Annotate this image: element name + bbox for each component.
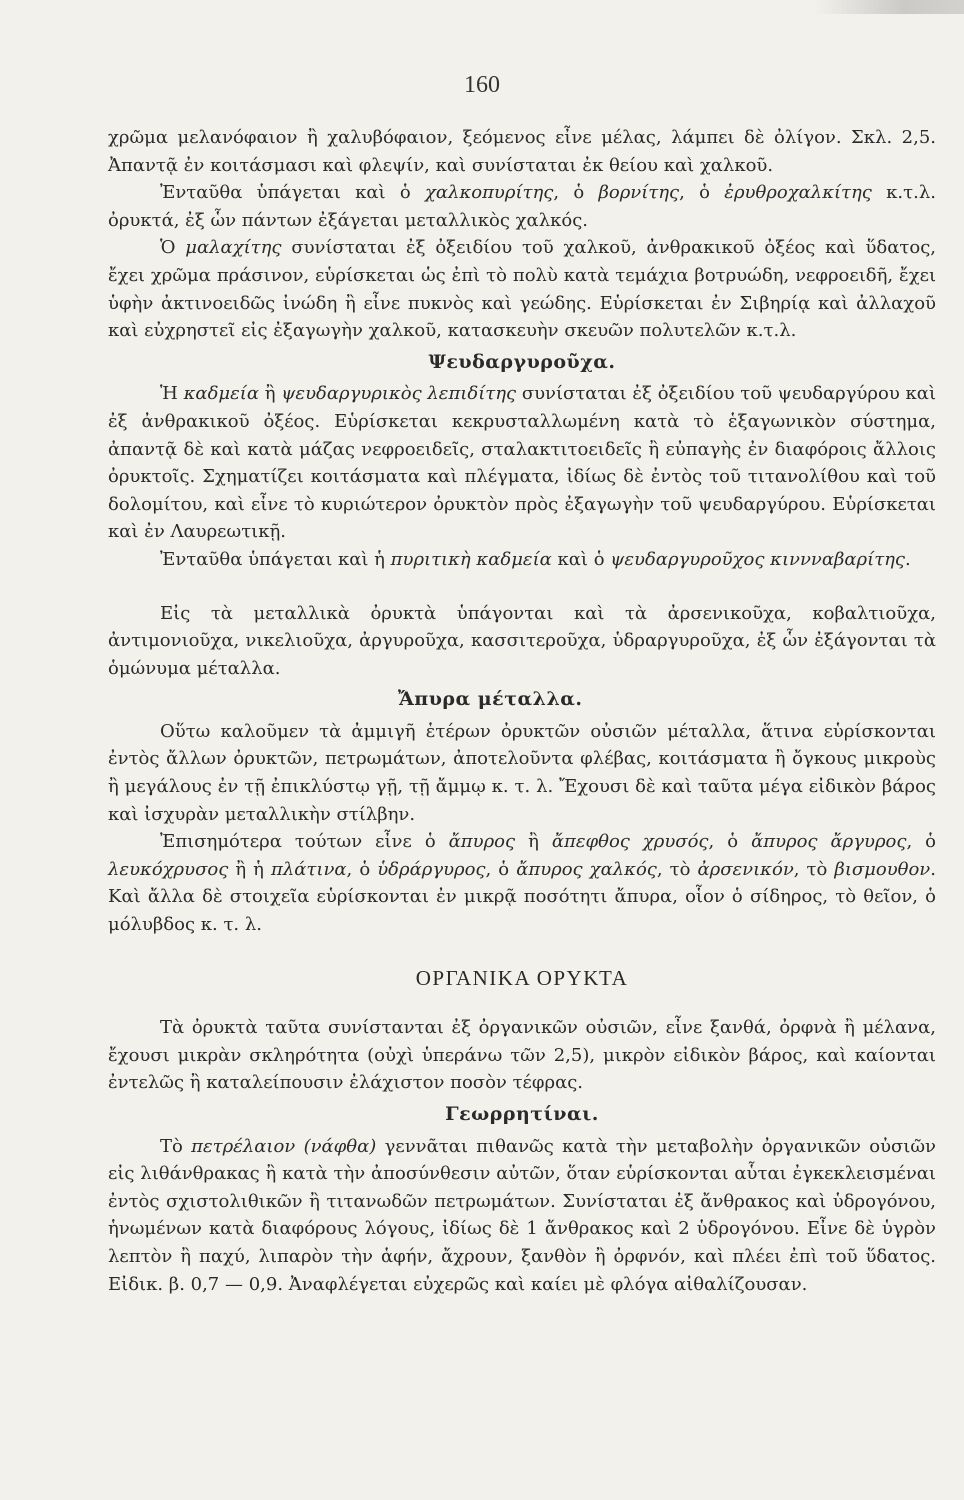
paragraph <box>108 179 936 234</box>
paragraph <box>108 234 936 344</box>
text-run: , ὁ <box>679 182 725 204</box>
italic-term: βορνίτης <box>598 182 680 204</box>
text-run: καὶ ὁ <box>551 548 611 570</box>
italic-term: ψευδαργυρικὸς λεπιδίτης <box>281 383 517 405</box>
text-run: Εἰς τὰ μεταλλικὰ ὀρυκτὰ ὑπάγονται καὶ τὰ ἀρσενικοῦχα, κοβαλτιοῦχα, ἀντιμονιοῦχα, νικελιοῦχα, ἀργυροῦχα, κασσιτεροῦχα, ὑδραργυροῦχα, ἐξ ὧν ἐξάγονται τὰ ὁμώνυμα μέταλλα. <box>108 602 936 679</box>
paragraph <box>108 600 936 683</box>
italic-term: ὑδράργυρος <box>377 858 486 880</box>
page-body <box>108 124 936 1298</box>
text-run: Τὰ ὀρυκτὰ ταῦτα συνίστανται ἐξ ὀργανικῶν οὐσιῶν, εἶνε ξανθά, ὀρφνὰ ἢ μέλανα, ἔχουσι μικρὰν σκληρότητα (οὐχὶ ὑπεράνω τῶν 2,5), μικρὸν εἰδικὸν βάρος, καὶ καίονται ἐντελῶς ἢ καταλείπουσιν ἐλάχιστον ποσὸν τέφρας. <box>108 1017 936 1094</box>
paragraph <box>108 124 936 179</box>
italic-term: (νάφθα) <box>303 1135 377 1157</box>
paragraph-spacer <box>108 574 936 600</box>
text-run: Ὁ <box>160 237 186 259</box>
page-number: 160 <box>464 72 500 98</box>
italic-term: ἄπυρος <box>448 831 516 853</box>
text-run: Ἐνταῦθα ὑπάγεται καὶ ὁ <box>160 182 425 204</box>
italic-term: ψευδαργυροῦχος κιννναβαρίτης <box>610 548 906 570</box>
italic-term: χαλκοπυρίτης <box>424 182 554 204</box>
text-run: Ἡ <box>160 383 184 405</box>
text-run: ἢ <box>259 383 282 405</box>
italic-term: πετρέλαιον <box>191 1135 296 1157</box>
text-run: κ.τ.λ. ὀρυκτά, ἐξ ὧν πάντων ἐξάγεται μεταλλικὸς χαλκός. <box>108 182 936 231</box>
paragraph <box>108 828 936 938</box>
text-run: Τὸ <box>160 1135 192 1157</box>
text-run: , ὁ <box>485 858 517 880</box>
section-subheading: Ἄπυρα μέταλλα. <box>398 688 583 711</box>
text-run: Ἐνταῦθα ὑπάγεται καὶ ἡ <box>160 548 391 570</box>
text-run: , ὁ <box>906 831 937 853</box>
paragraph <box>108 546 936 574</box>
italic-term: μαλαχίτης <box>185 237 282 259</box>
italic-term: πλάτινα <box>271 858 347 880</box>
text-run: , ὁ <box>553 182 599 204</box>
paragraph <box>108 380 936 546</box>
italic-term: καδμεία <box>183 383 259 405</box>
text-run: . Καὶ ἄλλα δὲ στοιχεῖα εὑρίσκονται ἐν μικρᾷ ποσότητι ἄπυρα, οἷον ὁ σίδηρος, τὸ θεῖον, ὁ μόλυβδος κ. τ. λ. <box>108 858 936 936</box>
italic-term: ἄπυρος χαλκός <box>516 858 657 880</box>
text-run: ἢ ἡ <box>228 858 272 880</box>
text-run: ἢ <box>515 831 552 853</box>
paragraph <box>108 1014 936 1097</box>
text-run <box>295 1136 303 1157</box>
paragraph <box>108 1133 936 1299</box>
paragraph <box>108 718 936 828</box>
text-run: , τὸ <box>793 858 835 880</box>
text-run: . <box>905 548 911 570</box>
scan-edge-mark <box>814 0 964 14</box>
text-run: συνίσταται ἐξ ὀξειδίου τοῦ χαλκοῦ, ἀνθρακικοῦ ὀξέος καὶ ὕδατος, ἔχει χρῶμα πράσινον, εὑρίσκεται ὡς ἐπὶ τὸ πολὺ κατὰ τεμάχια βοτρυώδη, νεφροειδῆ, ἔχει ὑφὴν ἀκτινοειδῶς ἰνώδη ἢ εἶνε πυκνὸς καὶ γεώδης. Εὑρίσκεται ἐν Σιβηρίᾳ καὶ ἀλλαχοῦ καὶ εὐχρηστεῖ εἰς ἐξαγωγὴν χαλκοῦ, κατασκευὴν σκευῶν πολυτελῶν κ.τ.λ. <box>108 237 936 342</box>
text-run: χρῶμα μελανόφαιον ἢ χαλυβόφαιον, ξεόμενος εἶνε μέλας, λάμπει δὲ ὀλίγον. Σκλ. 2,5. Ἀπαντᾷ ἐν κοιτάσμασι καὶ φλεψίν, καὶ συνίσταται ἐκ θείου καὶ χαλκοῦ. <box>108 127 936 176</box>
italic-term: ἐρυθροχαλκίτης <box>724 182 872 204</box>
italic-term: ἄπεφθος χρυσός <box>551 831 709 853</box>
section-subheading: Ψευδαργυροῦχα. <box>428 350 616 373</box>
text-run: γεννᾶται πιθανῶς κατὰ τὴν μεταβολὴν ὀργανικῶν οὐσιῶν εἰς λιθάνθρακας ἢ κατὰ τὴν ἀποσύνθεσιν αὐτῶν, ὅταν εὑρίσκονται αὗται ἐγκεκλεισμέναι ἐντὸς σχιστολιθικῶν ἢ τιτανωδῶν πετρωμάτων. Συνίσταται ἐξ ἄνθρακος καὶ ὑδρογόνου, ἡνωμένων κατὰ διαφόρους λόγους, ἰδίως δὲ 1 ἄνθρακος καὶ 2 ὑδρογόνου. Εἶνε δὲ ὑγρὸν λεπτὸν ἢ παχύ, λιπαρὸν τὴν ἁφήν, ἄχρουν, ξανθὸν ἢ ὀρφνόν, καὶ πλέει ἐπὶ τοῦ ὕδατος. Εἰδικ. β. 0,7 — 0,9. Ἀναφλέγεται εὐχερῶς καὶ καίει μὲ φλόγα αἰθαλίζουσαν. <box>108 1135 936 1295</box>
text-run: , τὸ <box>656 858 698 880</box>
text-run: συνίσταται ἐξ ὀξειδίου τοῦ ψευδαργύρου καὶ ἐξ ἀνθρακικοῦ ὀξέος. Εὑρίσκεται κεκρυσταλλωμένη κατὰ τὸ ἑξαγωνικὸν σύστημα, ἀπαντᾷ δὲ καὶ κατὰ μάζας νεφροειδεῖς, σταλακτιτοειδεῖς ἢ εὐπαγὴς ἐν διαφόροις ἄλλοις ὀρυκτοῖς. Σχηματίζει κοιτάσματα καὶ πλέγματα, ἰδίως δὲ ἐντὸς τοῦ τιτανολίθου καὶ τοῦ δολομίτου, καὶ εἶνε τὸ κυριώτερον ὀρυκτὸν πρὸς ἐξαγωγὴν τοῦ ψευδαργύρου. Εὑρίσκεται καὶ ἐν Λαυρεωτικῇ. <box>108 383 936 543</box>
italic-term: λευκόχρυσος <box>108 858 229 880</box>
section-heading: ΟΡΓΑΝΙΚΑ ΟΡΥΚΤΑ <box>415 965 629 990</box>
text-run: , ὁ <box>708 831 752 853</box>
text-run: , ὁ <box>346 858 378 880</box>
italic-term: ἀρσενικόν <box>697 858 794 880</box>
italic-term: βισμουθον <box>834 858 931 880</box>
text-run: Οὕτω καλοῦμεν τὰ ἀμμιγῆ ἑτέρων ὀρυκτῶν οὐσιῶν μέταλλα, ἅτινα εὑρίσκονται ἐντὸς ἄλλων ὀρυκτῶν, πετρωμάτων, ἀποτελοῦντα φλέβας, κοιτάσματα ἢ ὄγκους μικροὺς ἢ μεγάλους ἐν τῇ ἐπικλύστῳ γῇ, τῇ ἄμμῳ κ. τ. λ. Ἔχουσι δὲ καὶ ταῦτα μέγα εἰδικὸν βάρος καὶ ἰσχυρὰν μεταλλικὴν στίλβην. <box>108 720 936 825</box>
text-run: Ἐπισημότερα τούτων εἶνε ὁ <box>160 831 449 853</box>
section-subheading: Γεωρρητίναι. <box>445 1103 599 1125</box>
italic-term: πυριτικὴ καδμεία <box>390 548 552 570</box>
italic-term: ἄπυρος ἄργυρος <box>751 831 907 853</box>
